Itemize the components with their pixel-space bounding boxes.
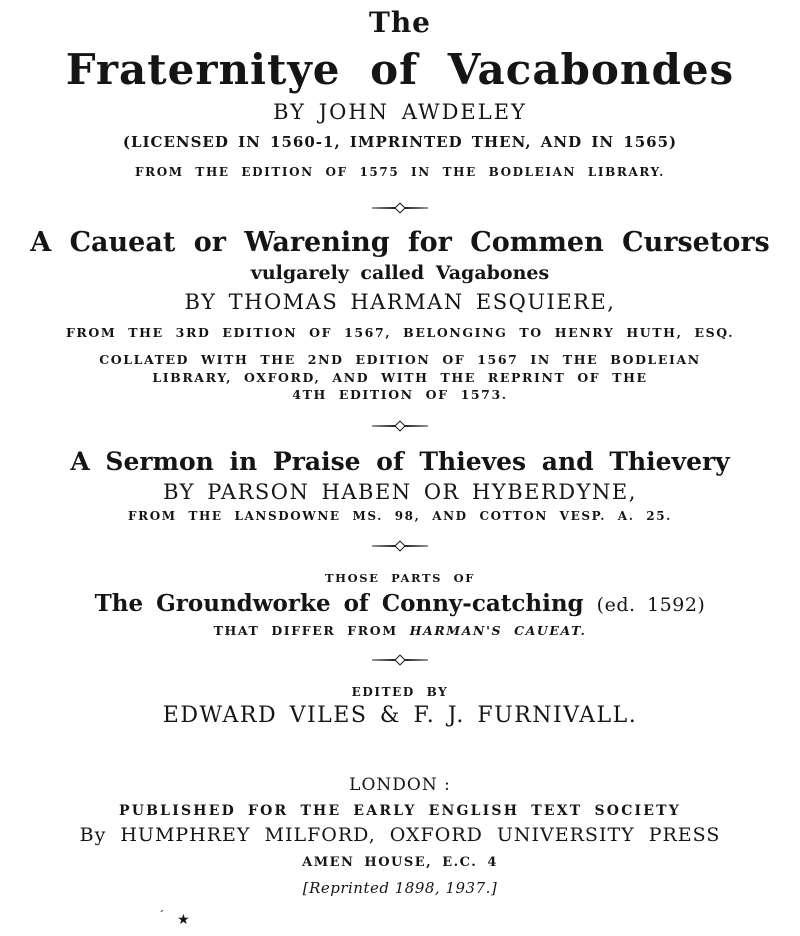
groundworke-note [0,624,800,637]
series-word-the: The [368,6,431,39]
collation-line: COLLATED WITH THE 2ND EDITION OF 1567 IN THE BODLEIAN [99,352,701,367]
awdeley-byline: BY JOHN AWDELEY [273,100,527,124]
section-divider [0,542,800,551]
imprint-publisher: PUBLISHED FOR THE EARLY ENGLISH TEXT SOCIETY [119,802,681,819]
section-divider [0,422,800,431]
footer-marks [158,910,190,928]
section-divider [0,203,800,212]
main-title: Fraternitye of Vacabondes [65,45,735,94]
license-note: (LICENSED IN 1560-1, IMPRINTED THEN, AND IN 1565) [122,133,678,151]
edited-by-label: EDITED BY [351,684,449,699]
awdeley-source-note: FROM THE EDITION OF 1575 IN THE BODLEIAN LIBRARY. [135,165,665,179]
caveat-title: A Caueat or Warening for Commen Cursetors [30,227,770,258]
sermon-title: A Sermon in Praise of Thieves and Thievery [70,446,730,476]
caveat-subtitle: vulgarely called Vagabones [250,262,550,284]
groundworke-note-italic: HARMAN'S CAUEAT. [409,622,587,638]
diamond-ornament-icon [394,202,405,213]
harman-source-note: FROM THE 3RD EDITION OF 1567, BELONGING TO HENRY HUTH, ESQ. [65,325,735,340]
diamond-ornament-icon [394,420,405,431]
pencil-tick-mark: ´ [156,909,165,922]
groundworke-edition: (ed. 1592) [596,593,706,616]
collation-note [0,351,800,404]
collation-line: 4TH EDITION OF 1573. [292,387,508,402]
imprint-address: AMEN HOUSE, E.C. 4 [302,854,498,870]
section-divider [0,656,800,665]
star-mark-icon: ★ [177,912,190,928]
collation-line: LIBRARY, OXFORD, AND WITH THE REPRINT OF THE [152,369,648,385]
imprint-city: LONDON : [349,774,451,795]
groundworke-title-text: The Groundworke of Conny-catching [94,589,584,617]
groundworke-title [0,590,800,619]
reprint-note: [Reprinted 1898, 1937.] [302,878,498,897]
groundworke-note-prefix: THAT DIFFER FROM [213,622,410,638]
groundworke-lead: THOSE PARTS OF [324,570,476,585]
editors-names: EDWARD VILES & F. J. FURNIVALL. [162,702,638,728]
diamond-ornament-icon [394,540,405,551]
diamond-ornament-icon [394,654,405,665]
haben-byline: BY PARSON HABEN OR HYBERDYNE, [163,479,637,504]
harman-byline: BY THOMAS HARMAN ESQUIERE, [184,290,616,314]
imprint-press: By HUMPHREY MILFORD, OXFORD UNIVERSITY PRESS [79,823,721,846]
sermon-source-note: FROM THE LANSDOWNE MS. 98, AND COTTON VESP. A. 25. [128,508,672,523]
